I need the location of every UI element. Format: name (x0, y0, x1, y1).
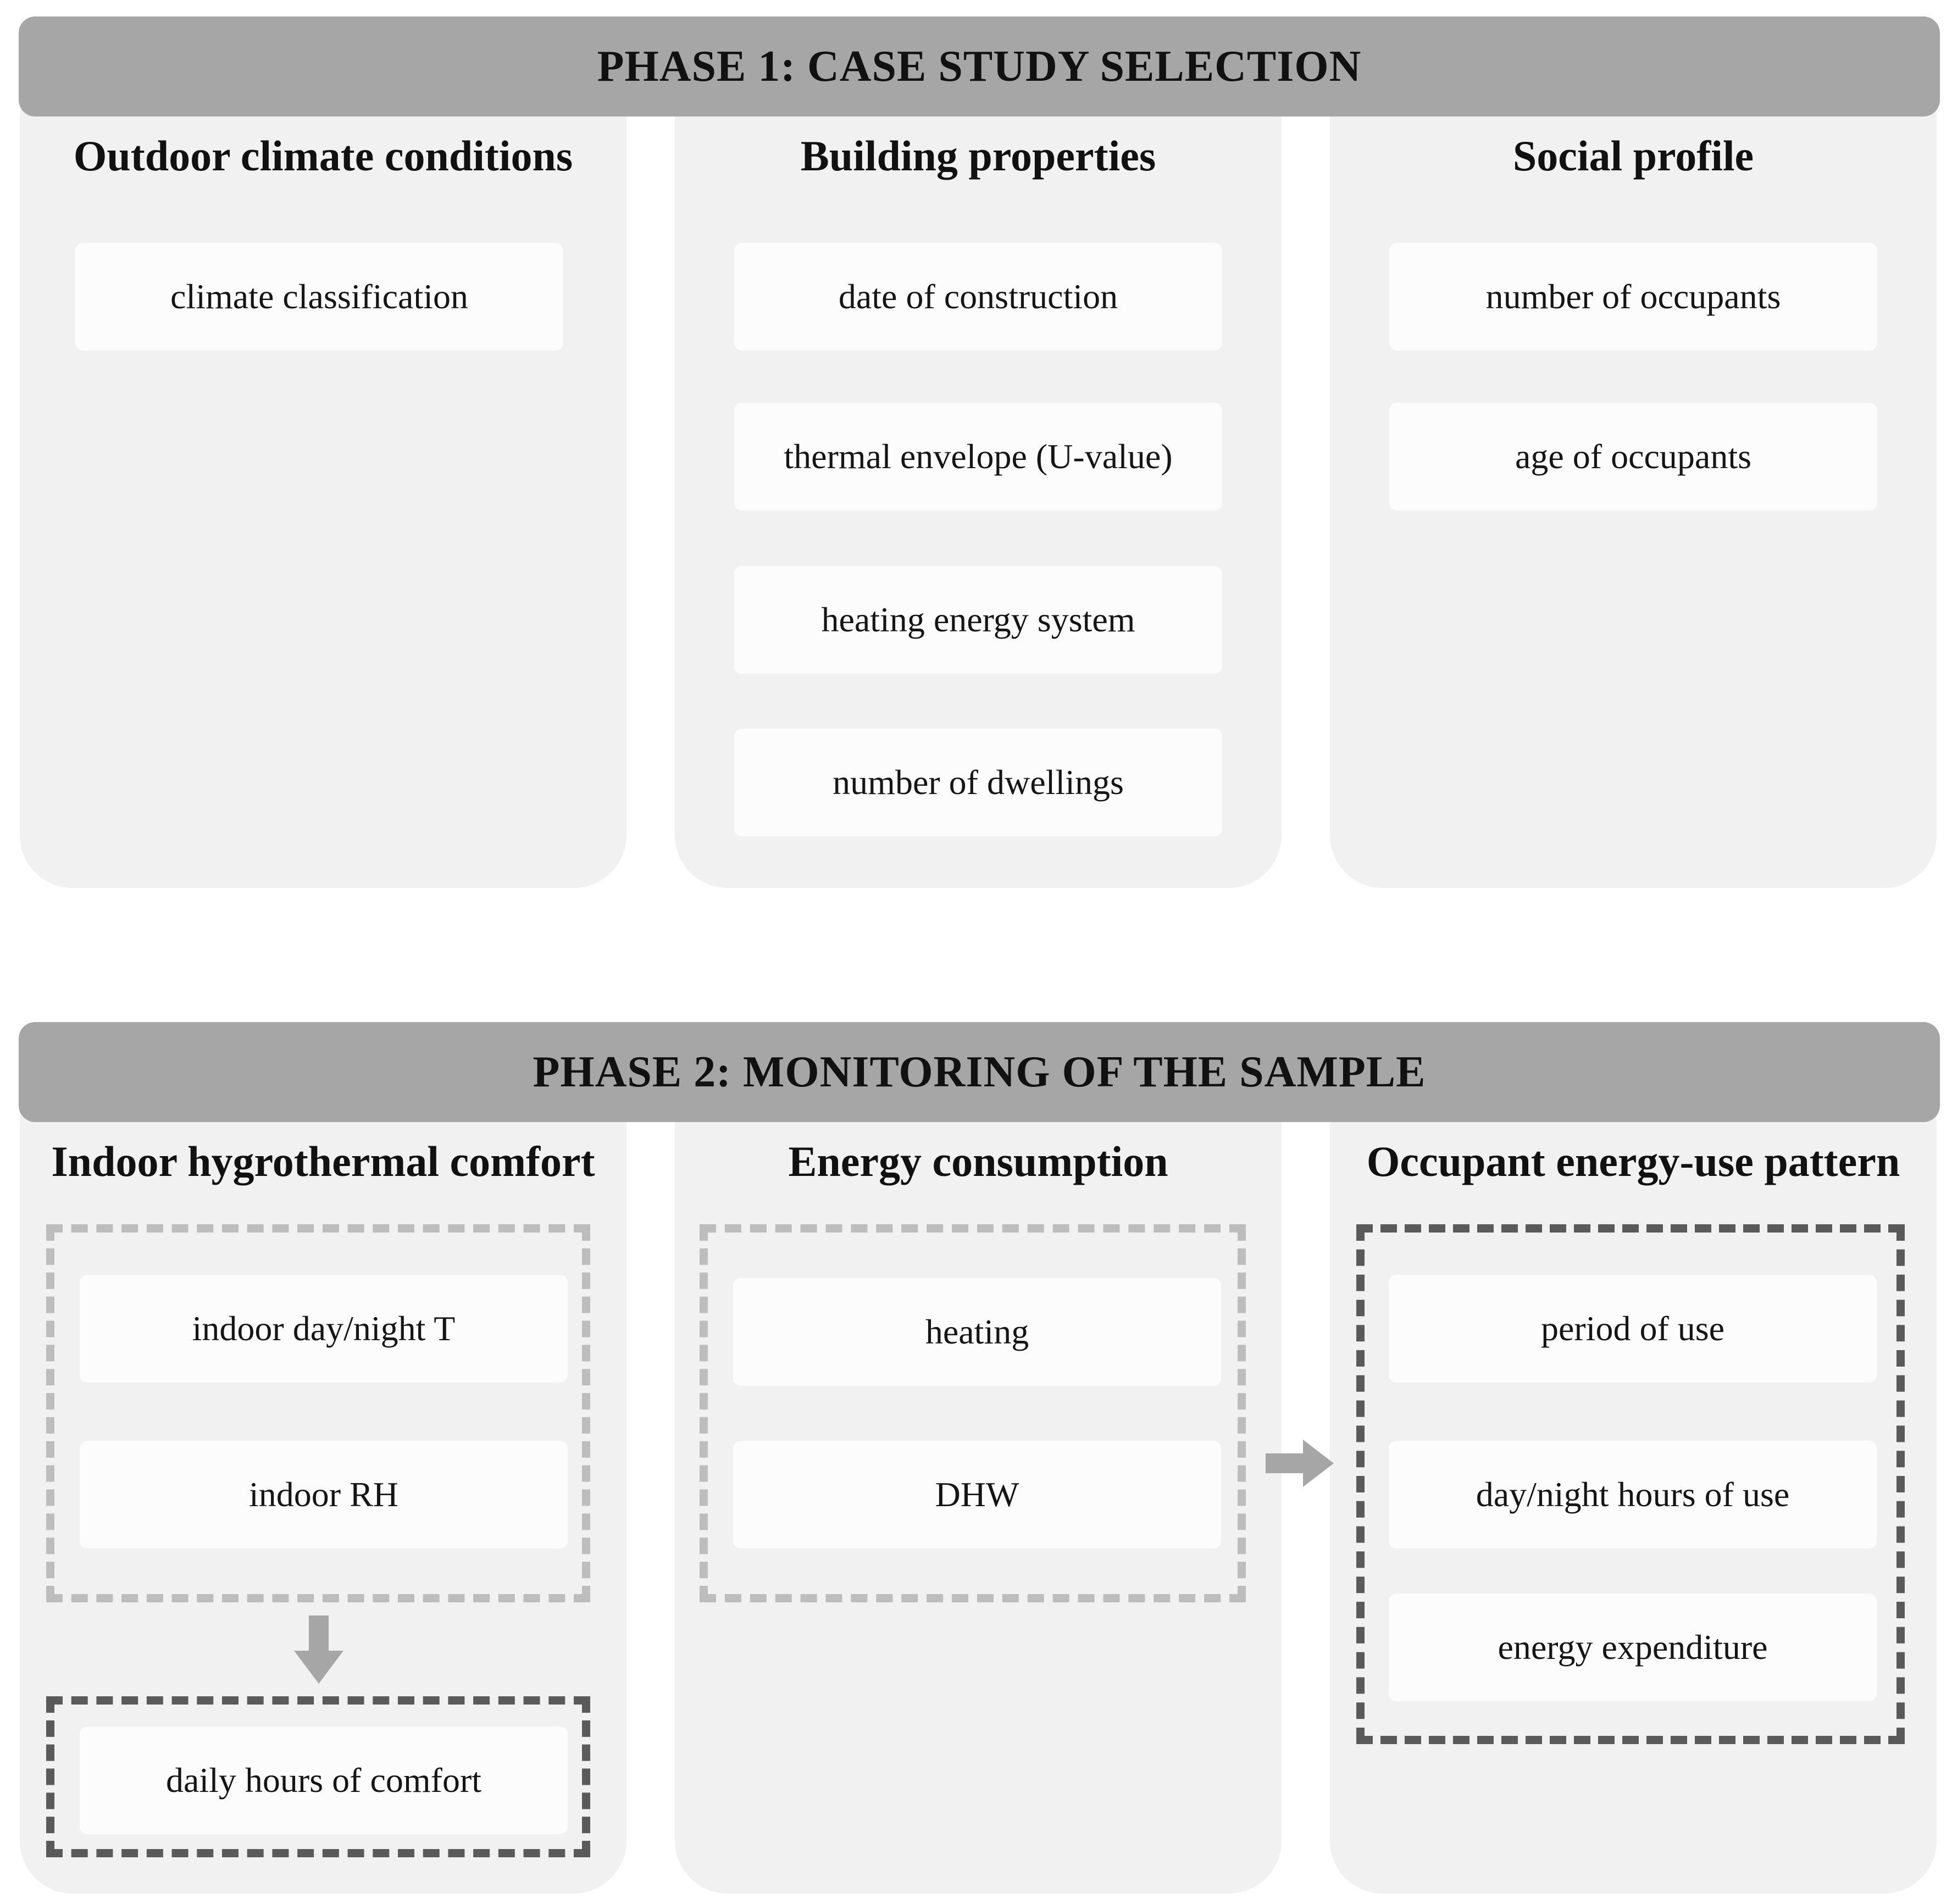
column-title-climate: Outdoor climate conditions (73, 132, 573, 180)
column-title-social: Social profile (1512, 132, 1754, 180)
item-number-of-occupants: number of occupants (1389, 243, 1877, 351)
item-indoor-rh: indoor RH (80, 1441, 568, 1548)
column-title-building: Building properties (800, 132, 1156, 180)
column-title-energy: Energy consumption (788, 1137, 1168, 1185)
column-title-comfort: Indoor hygrothermal comfort (51, 1137, 595, 1185)
item-period-of-use: period of use (1389, 1275, 1877, 1383)
item-dhw: DHW (733, 1441, 1221, 1548)
item-thermal-envelope: thermal envelope (U-value) (734, 403, 1222, 510)
item-day-night-hours-of-use: day/night hours of use (1389, 1441, 1877, 1548)
item-daily-hours-of-comfort: daily hours of comfort (80, 1727, 568, 1834)
down-arrow-icon (294, 1616, 343, 1684)
phase1-title: PHASE 1: CASE STUDY SELECTION (597, 42, 1362, 91)
item-age-of-occupants: age of occupants (1389, 403, 1877, 510)
item-climate-classification: climate classification (75, 243, 563, 351)
item-indoor-day-night-t: indoor day/night T (80, 1275, 568, 1383)
column-title-occupant: Occupant energy-use pattern (1366, 1137, 1900, 1185)
phase2-title: PHASE 2: MONITORING OF THE SAMPLE (533, 1047, 1426, 1096)
phase1-panel-climate (20, 66, 626, 888)
phase2-banner (19, 1022, 1940, 1122)
item-date-of-construction: date of construction (734, 243, 1222, 351)
item-number-of-dwellings: number of dwellings (734, 729, 1222, 836)
right-arrow-icon (1266, 1440, 1334, 1487)
item-energy-expenditure: energy expenditure (1389, 1594, 1877, 1701)
item-heating: heating (733, 1278, 1221, 1386)
item-heating-energy-system: heating energy system (734, 566, 1222, 674)
phase1-banner (19, 16, 1940, 116)
